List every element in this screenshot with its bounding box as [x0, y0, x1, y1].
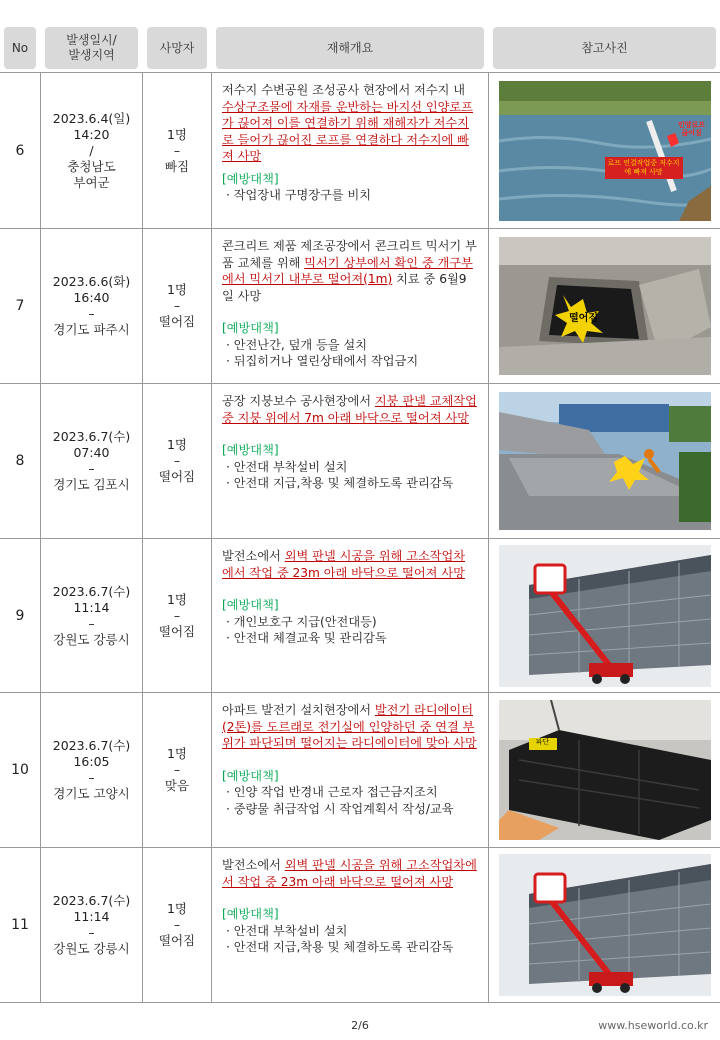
header-photo: 참고사진: [493, 27, 716, 69]
row-datetime-region: 2023.6.7(수) 16:05 – 경기도 고양시: [52, 738, 131, 801]
row-summary: 발전소에서 외벽 판넬 시공을 위해 고소작업차에서 작업 중 23m 아래 바닥으로 떨어져 사망 [예방대책] · 안전대 부착설비 설치 · 안전대 지급,착용 및 체결하도록 관리감독: [222, 858, 477, 954]
table-row: [0, 384, 720, 538]
table-row: [0, 539, 720, 692]
photo-caption: 인양로프 끊어짐: [677, 120, 706, 137]
site-url: www.hseworld.co.kr: [598, 1019, 708, 1032]
photo-caption: 떨어짐: [569, 313, 598, 324]
row-number: 10: [11, 762, 29, 778]
reference-photo: [499, 854, 711, 996]
row-datetime-region: 2023.6.4(일) 14:20 / 충청남도 부여군: [52, 110, 131, 190]
row-summary: 콘크리트 제품 제조공장에서 콘크리트 믹서기 부품 교체를 위해 믹서기 상부에서 확인 중 개구부에서 믹서기 내부로 떨어져(1m) 치료 중 6월9일 사망 [예방대책] · 안전난간, 덮개 등을 설치 · 뒤집히거나 열린상태에서 작업금지: [222, 239, 477, 368]
row-summary: 저수지 수변공원 조성공사 현장에서 저수지 내 수상구조물에 자재를 운반하는 바지선 인양로프가 끊어져 이를 연결하기 위해 재해자가 저수지로 들어가 끊어진 로프를 연결하다 저수지에 빠져 사망 [예방대책] · 작업장내 구명장구를 비치: [222, 83, 473, 202]
row-number: 9: [15, 607, 25, 624]
row-photo: [489, 848, 720, 1002]
row-photo: [489, 384, 720, 538]
row-number: 8: [15, 453, 25, 469]
page-number: 2/6: [351, 1019, 369, 1032]
row-summary: 공장 지붕보수 공사현장에서 지붕 판넬 교체작업 중 지붕 위에서 7m 아래 바닥으로 떨어져 사망 [예방대책] · 안전대 부착설비 설치 · 안전대 지급,착용 및 체결하도록 관리감독: [222, 394, 477, 490]
table-row: [0, 693, 720, 847]
row-deaths: 1명 – 떨어짐: [158, 437, 196, 484]
row-deaths: 1명 – 맞음: [164, 746, 190, 793]
header-no: No: [4, 27, 36, 69]
reference-photo: [499, 545, 711, 687]
header-summary: 재해개요: [216, 27, 484, 69]
row-photo: [489, 693, 720, 847]
row-datetime-region: 2023.6.7(수) 11:14 – 강원도 강릉시: [52, 893, 131, 956]
photo-caption: 파단: [535, 738, 550, 746]
row-number: 7: [15, 298, 25, 314]
photo-caption: 로프 연결작업중 저수지에 빠져 사망: [607, 158, 680, 176]
table-row: [0, 848, 720, 1002]
header-deaths: 사망자: [147, 27, 207, 69]
row-number: 11: [11, 917, 29, 933]
row-deaths: 1명 – 떨어짐: [158, 591, 196, 639]
row-datetime-region: 2023.6.6(화) 16:40 – 경기도 파주시: [52, 274, 131, 337]
row-deaths: 1명 – 빠짐: [164, 126, 190, 174]
row-photo: [489, 229, 720, 383]
row-deaths: 1명 – 떨어짐: [158, 282, 196, 329]
row-summary: 아파트 발전기 설치현장에서 발전기 라디에이터(2톤)를 도르래로 전기실에 인양하던 중 연결 부위가 파단되며 떨어지는 라디에이터에 맞아 사망 [예방대책] · 인양 작업 반경내 근로자 접근금지조치 · 중량물 취급작업 시 작업계획서 작성/교육: [222, 703, 477, 816]
row-datetime-region: 2023.6.7(수) 07:40 – 경기도 김포시: [52, 429, 131, 492]
header-datetime: 발생일시/ 발생지역: [45, 27, 138, 69]
reference-photo: [499, 81, 711, 221]
reference-photo: [499, 700, 711, 840]
row-photo: [489, 73, 720, 228]
table-row: [0, 73, 720, 228]
reference-photo: [499, 237, 711, 375]
table-row: [0, 229, 720, 383]
reference-photo: [499, 392, 711, 530]
row-deaths: 1명 – 떨어짐: [158, 901, 196, 948]
row-number: 6: [15, 142, 25, 159]
row-datetime-region: 2023.6.7(수) 11:14 – 강원도 강릉시: [52, 583, 131, 647]
row-photo: [489, 539, 720, 692]
row-summary: 발전소에서 외벽 판넬 시공을 위해 고소작업차 에서 작업 중 23m 아래 바닥으로 떨어져 사망 [예방대책] · 개인보호구 지급(안전대등) · 안전대 체결교육 및 관리감독: [222, 549, 466, 645]
